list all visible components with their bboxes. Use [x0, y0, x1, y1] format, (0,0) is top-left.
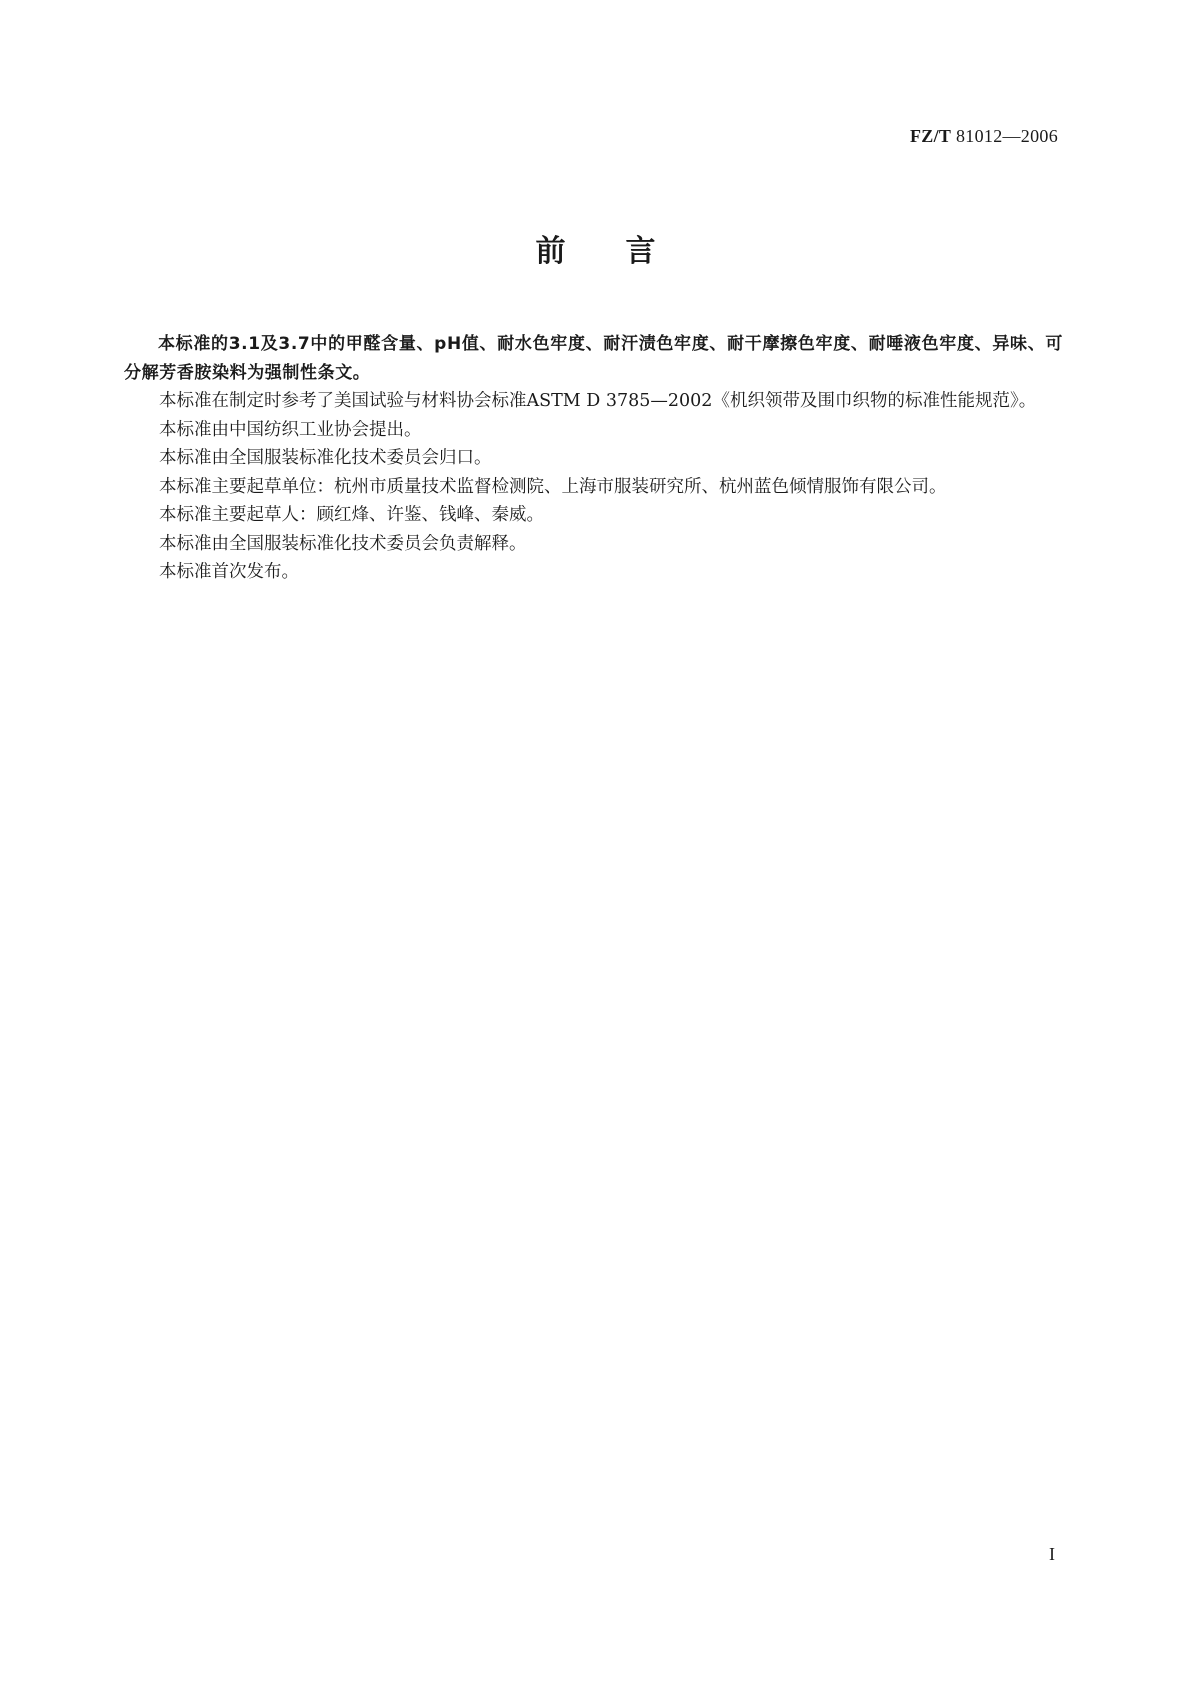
- page-number: I: [1049, 1544, 1055, 1564]
- interpretation-paragraph: 本标准由全国服装标准化技术委员会负责解释。: [159, 533, 527, 554]
- drafting-units-paragraph: 本标准主要起草单位：杭州市质量技术监督检测院、上海市服装研究所、杭州蓝色倾情服饰有限公司。: [159, 476, 947, 497]
- page-title: 前言: [535, 234, 716, 269]
- standard-code-prefix: FZ/T: [909, 126, 952, 146]
- proposer-paragraph: 本标准由中国纺织工业协会提出。: [159, 419, 422, 440]
- reference-paragraph: 本标准在制定时参考了美国试验与材料协会标准ASTM D 3785—2002《机织领带及围巾织物的标准性能规范》。: [159, 391, 1037, 411]
- standard-code: [910, 126, 1058, 147]
- mandatory-clause-paragraph: 本标准的3.1及3.7中的甲醛含量、pH值、耐水色牢度、耐汗渍色牢度、耐干摩擦色牢度、耐唾液色牢度、异味、可分解芳香胺染料为强制性条文。: [124, 334, 1063, 383]
- first-release-paragraph: 本标准首次发布。: [159, 562, 299, 582]
- management-paragraph: 本标准由全国服装标准化技术委员会归口。: [159, 448, 492, 468]
- foreword-body: [124, 330, 1063, 587]
- standard-code-number: 81012—2006: [956, 126, 1058, 146]
- drafters-paragraph: 本标准主要起草人：顾红烽、许鉴、钱峰、秦威。: [159, 505, 544, 525]
